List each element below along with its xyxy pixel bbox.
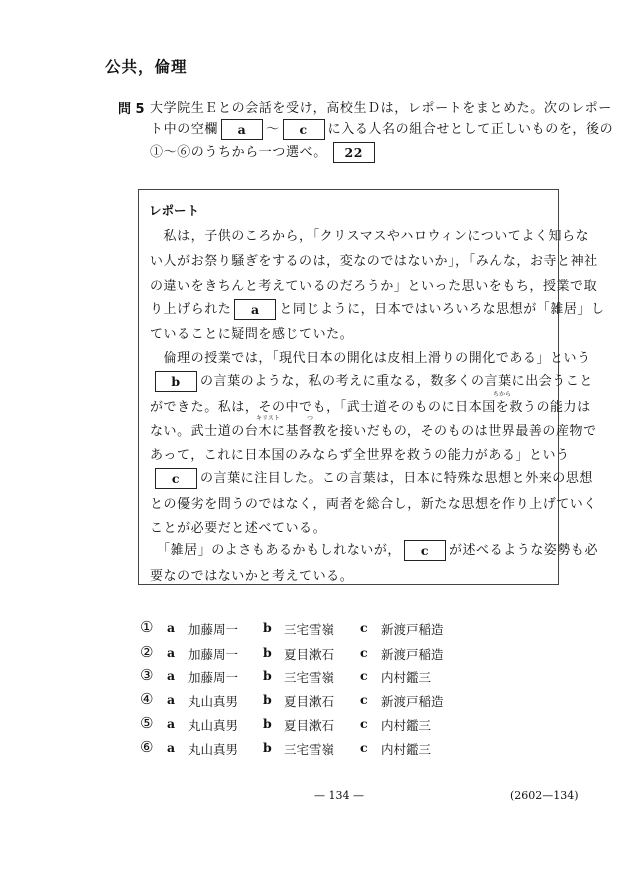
question-line-3-text: ①～⑥のうちから一つ選べ。 xyxy=(150,145,327,160)
choice-a-name: 加藤周一 xyxy=(188,647,239,662)
report-line-10: あって，これに日本国のみならず全世界を救うの能力がある」という xyxy=(150,448,570,463)
report-line-9 xyxy=(150,415,597,439)
choice-letter-b: b xyxy=(263,740,272,755)
report-line-9-text: ない。武士道の台木に基督教を接いだもの，そのものは世界最善の産物で xyxy=(150,424,597,439)
report-title: レポート xyxy=(149,203,200,218)
choice-letter-a: a xyxy=(167,740,176,755)
choice-letter-b: b xyxy=(263,716,272,731)
choice-letter-c: c xyxy=(360,740,368,755)
choice-letter-c: c xyxy=(360,668,368,683)
page-number: — 134 — xyxy=(314,789,364,802)
report-line-4 xyxy=(150,298,605,320)
report-line-5: ていることに疑問を感じていた。 xyxy=(150,327,354,342)
choice-number: ③ xyxy=(140,666,154,684)
ruby-kirisuto: キリスト xyxy=(256,415,280,422)
choice-b-name: 夏目漱石 xyxy=(284,694,335,709)
choice-letter-c: c xyxy=(360,620,368,635)
report-line-14-post: が述べるような姿勢も必 xyxy=(448,543,599,558)
choice-c-name: 新渡戸稲造 xyxy=(381,694,444,709)
report-line-2: い人がお祭り騒ぎをするのは，変なのではないか」，「みんな，お寺と神社 xyxy=(150,254,598,269)
choice-letter-b: b xyxy=(263,645,272,660)
choice-b-name: 三宅雪嶺 xyxy=(284,742,335,757)
question-line-3 xyxy=(150,141,378,163)
choice-letter-a: a xyxy=(167,645,176,660)
question-number: 問 5 xyxy=(118,102,145,117)
blank-a-box: a xyxy=(221,119,263,140)
report-line-11-post: の言葉に注目した。この言葉は，日本に特殊な思想と外来の思想 xyxy=(200,471,593,486)
choice-number: ④ xyxy=(140,690,154,708)
report-line-4-post: と同じように，日本ではいろいろな思想が「雑居」し xyxy=(279,302,605,317)
report-line-7 xyxy=(150,370,593,392)
blank-c-box: c xyxy=(283,119,325,140)
choice-b-name: 三宅雪嶺 xyxy=(284,670,335,685)
question-line-2-pre: ト中の空欄 xyxy=(150,122,219,137)
report-line-8 xyxy=(150,391,591,415)
choice-number: ② xyxy=(140,643,154,661)
choice-c-name: 新渡戸稲造 xyxy=(381,647,444,662)
report-line-14 xyxy=(150,539,598,561)
section-title: 公共，倫理 xyxy=(105,58,188,76)
report-line-15: 要なのではないかと考えている。 xyxy=(150,569,354,584)
choice-a-name: 丸山真男 xyxy=(188,718,239,733)
choice-b-name: 夏目漱石 xyxy=(284,647,335,662)
report-line-13: ことが必要だと述べている。 xyxy=(150,521,327,536)
choice-letter-b: b xyxy=(263,668,272,683)
choice-c-name: 内村鑑三 xyxy=(381,670,432,685)
report-line-14-pre: 「雑居」のよさもあるかもしれないが， xyxy=(150,543,401,558)
report-line-7-post: の言葉のような，私の考えに重なる，数多くの言葉に出会うこと xyxy=(200,374,593,389)
report-blank-a: a xyxy=(234,299,276,320)
choice-letter-a: a xyxy=(167,620,176,635)
report-blank-c-2: c xyxy=(404,540,446,561)
choice-c-name: 新渡戸稲造 xyxy=(381,622,444,637)
ruby-chikara: ちから xyxy=(493,391,512,398)
report-line-6: 倫理の授業では，「現代日本の開化は皮相上滑りの開化である」という xyxy=(150,351,591,366)
question-line-2-post: に入る人名の組合せとして正しいものを，後の xyxy=(327,122,614,137)
ruby-tsu: つ xyxy=(307,415,314,422)
choice-letter-a: a xyxy=(167,668,176,683)
choice-number: ⑤ xyxy=(140,714,154,732)
report-line-8-text: ができた。私は，その中でも，「武士道そのものに日本国を救うの能力は xyxy=(150,400,591,415)
choice-b-name: 三宅雪嶺 xyxy=(284,622,335,637)
choice-number: ① xyxy=(140,618,154,636)
question-line-2 xyxy=(150,118,613,140)
choice-letter-c: c xyxy=(360,716,368,731)
report-line-3: の違いをきちんと考えているのだろうか」といった思いをもち，授業で取 xyxy=(150,279,598,294)
answer-number-box: 22 xyxy=(333,142,375,163)
choice-c-name: 内村鑑三 xyxy=(381,742,432,757)
choice-letter-b: b xyxy=(263,692,272,707)
report-line-11 xyxy=(150,467,593,489)
choice-number: ⑥ xyxy=(140,738,154,756)
report-blank-c-1: c xyxy=(155,468,197,489)
choice-a-name: 加藤周一 xyxy=(188,622,239,637)
report-blank-b: b xyxy=(155,371,197,392)
exam-code: (2602—134) xyxy=(510,789,579,802)
question-line-1: 大学院生Ｅとの会話を受け，高校生Ｄは，レポートをまとめた。次のレポー xyxy=(150,101,612,116)
choice-letter-a: a xyxy=(167,692,176,707)
choice-a-name: 丸山真男 xyxy=(188,694,239,709)
choice-a-name: 加藤周一 xyxy=(188,670,239,685)
choice-b-name: 夏目漱石 xyxy=(284,718,335,733)
choice-letter-c: c xyxy=(360,692,368,707)
report-line-4-pre: り上げられた xyxy=(150,302,232,317)
report-line-12: との優劣を問うのではなく，両者を総合し，新たな思想を作り上げていく xyxy=(150,497,597,512)
choice-letter-a: a xyxy=(167,716,176,731)
report-line-1: 私は，子供のころから，「クリスマスやハロウィンについてよく知らな xyxy=(150,229,590,244)
choice-letter-b: b xyxy=(263,620,272,635)
choice-c-name: 内村鑑三 xyxy=(381,718,432,733)
choice-a-name: 丸山真男 xyxy=(188,742,239,757)
tilde: ～ xyxy=(266,122,280,137)
choice-letter-c: c xyxy=(360,645,368,660)
